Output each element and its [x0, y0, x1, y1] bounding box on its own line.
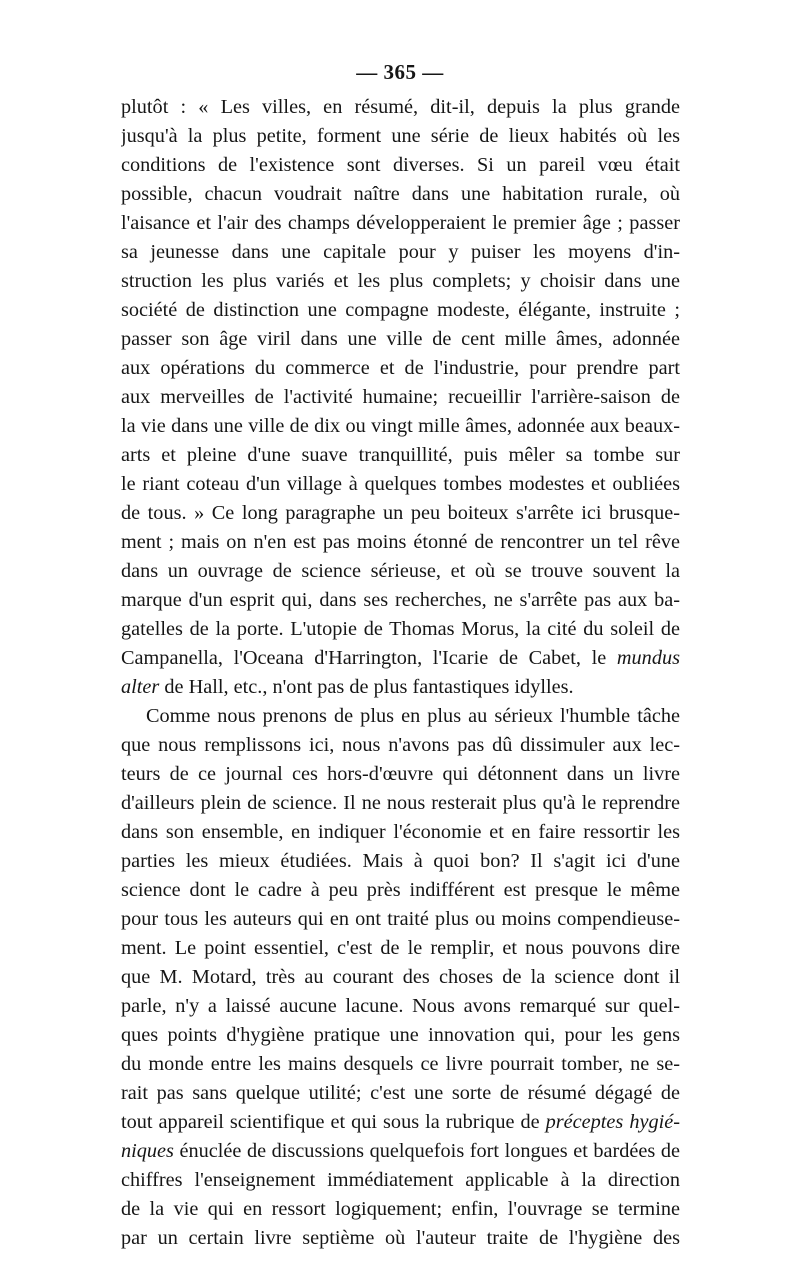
text-line: que nous remplissons ici, nous n'avons pas dû dissimuler aux lec-	[121, 734, 680, 756]
text-line: du monde entre les mains desquels ce livre pourrait tomber, ne se-	[121, 1053, 680, 1075]
text-line: sa jeunesse dans une capitale pour y puiser les moyens d'in-	[121, 241, 680, 263]
text-line: aux opérations du commerce et de l'industrie, pour prendre part	[121, 357, 680, 379]
paragraph-1	[121, 93, 680, 702]
page-text	[121, 93, 680, 1253]
text-line	[121, 644, 680, 673]
text-line: par un certain livre septième où l'auteur traite de l'hygiène des	[121, 1227, 680, 1249]
text-run: énuclée de discussions quelquefois fort longues et bardées de	[173, 1140, 680, 1162]
text-run: Campanella, l'Oceana d'Harrington, l'Icarie de Cabet, le	[121, 647, 617, 669]
text-line	[121, 673, 680, 702]
text-line: science dont le cadre à peu près indifférent est presque le même	[121, 879, 680, 901]
text-run: de Hall, etc., n'ont pas de plus fantastiques idylles.	[159, 676, 574, 698]
text-line: ment. Le point essentiel, c'est de le remplir, et nous pouvons dire	[121, 937, 680, 959]
text-line: conditions de l'existence sont diverses. Si un pareil vœu était	[121, 154, 680, 176]
text-line: pour tous les auteurs qui en ont traité plus ou moins compendieuse-	[121, 908, 680, 930]
text-line: passer son âge viril dans une ville de cent mille âmes, adonnée	[121, 328, 680, 350]
text-line: dans un ouvrage de science sérieuse, et où se trouve souvent la	[121, 560, 680, 582]
text-line: plutôt : « Les villes, en résumé, dit-il, depuis la plus grande	[121, 96, 680, 118]
text-line: marque d'un esprit qui, dans ses recherches, ne s'arrête pas aux ba-	[121, 589, 680, 611]
text-line	[121, 1108, 680, 1137]
italic-term: alter	[121, 676, 160, 698]
italic-term: préceptes hygié-	[545, 1111, 680, 1133]
text-line: possible, chacun voudrait naître dans une habitation rurale, où	[121, 183, 680, 205]
text-line: le riant coteau d'un village à quelques tombes modestes et oubliées	[121, 473, 680, 495]
text-line: de tous. » Ce long paragraphe un peu boiteux s'arrête ici brusque-	[121, 502, 680, 524]
text-run: tout appareil scientifique et qui sous la rubrique de	[121, 1111, 546, 1133]
paragraph-2	[121, 702, 680, 1253]
text-line: dans son ensemble, en indiquer l'économie et en faire ressortir les	[121, 821, 680, 843]
text-line: ment ; mais on n'en est pas moins étonné de rencontrer un tel rêve	[121, 531, 680, 553]
text-line: société de distinction une compagne modeste, élégante, instruite ;	[121, 299, 680, 321]
text-line: parle, n'y a laissé aucune lacune. Nous avons remarqué sur quel-	[121, 995, 680, 1017]
italic-term: niques	[121, 1140, 174, 1162]
text-line: d'ailleurs plein de science. Il ne nous resterait plus qu'à le reprendre	[121, 792, 680, 814]
page-number: — 365 —	[356, 60, 444, 84]
text-line: gatelles de la porte. L'utopie de Thomas Morus, la cité du soleil de	[121, 618, 680, 640]
italic-term: mundus	[616, 647, 680, 669]
text-line: chiffres l'enseignement immédiatement applicable à la direction	[121, 1169, 680, 1191]
text-line	[121, 1137, 680, 1166]
text-line: jusqu'à la plus petite, forment une série de lieux habités où les	[121, 125, 680, 147]
text-line: struction les plus variés et les plus complets; y choisir dans une	[121, 270, 680, 292]
text-line: arts et pleine d'une suave tranquillité, puis mêler sa tombe sur	[121, 444, 680, 466]
text-line: Comme nous prenons de plus en plus au sérieux l'humble tâche	[146, 705, 680, 727]
text-line: de la vie qui en ressort logiquement; enfin, l'ouvrage se termine	[121, 1198, 680, 1220]
text-line: que M. Motard, très au courant des choses de la science dont il	[121, 966, 680, 988]
text-line: ques points d'hygiène pratique une innovation qui, pour les gens	[121, 1024, 680, 1046]
text-line: rait pas sans quelque utilité; c'est une sorte de résumé dégagé de	[121, 1082, 680, 1104]
text-line: l'aisance et l'air des champs développeraient le premier âge ; passer	[121, 212, 680, 234]
text-line: la vie dans une ville de dix ou vingt mille âmes, adonnée aux beaux-	[121, 415, 680, 437]
text-line: aux merveilles de l'activité humaine; recueillir l'arrière-saison de	[121, 386, 680, 408]
text-line: teurs de ce journal ces hors-d'œuvre qui détonnent dans un livre	[121, 763, 680, 785]
text-line: parties les mieux étudiées. Mais à quoi bon? Il s'agit ici d'une	[121, 850, 680, 872]
